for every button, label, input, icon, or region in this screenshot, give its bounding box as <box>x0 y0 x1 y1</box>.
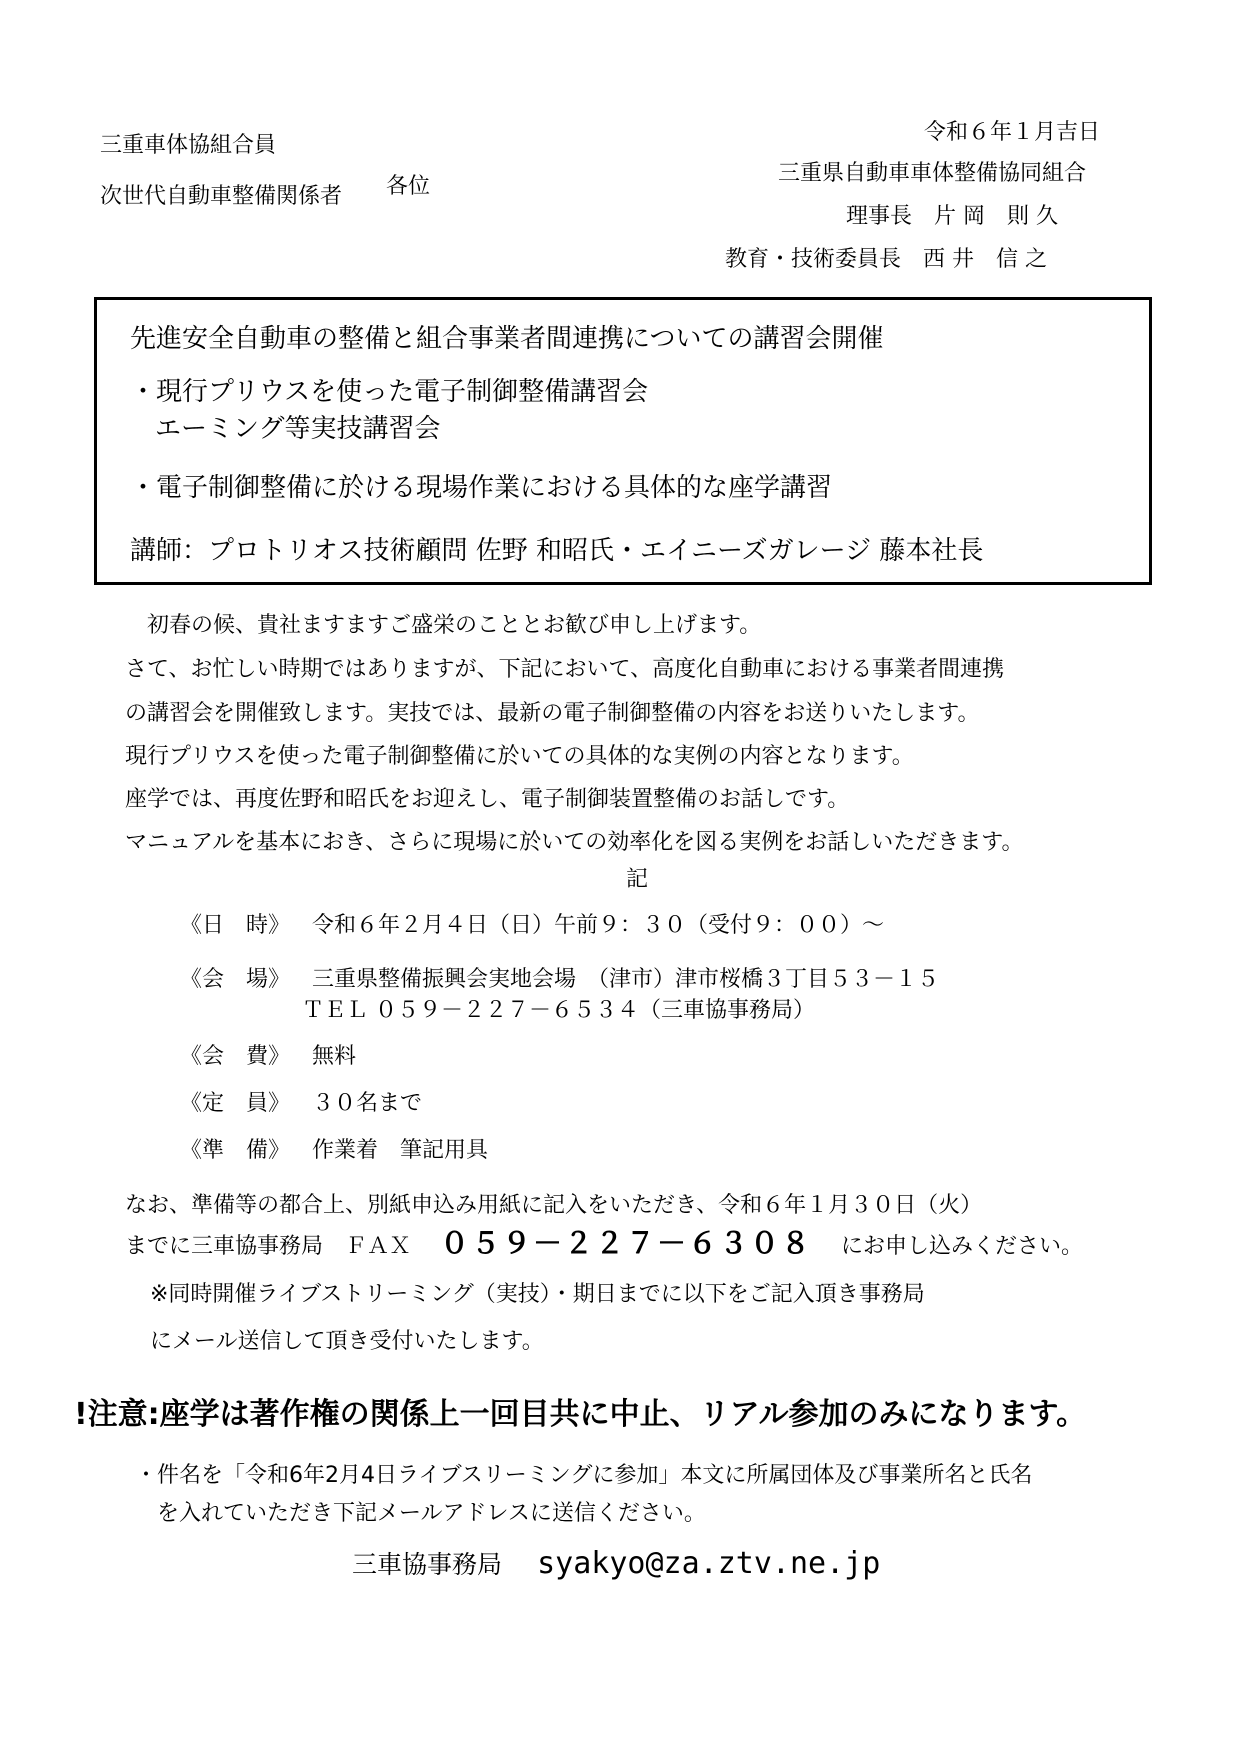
venue-value: 三重県整備振興会実地会場 （津市）津市桜橋３丁目５３－１５ <box>312 967 940 992</box>
application-line1: なお、準備等の都合上、別紙申込み用紙に記入をいただき、令和６年１月３０日（火） <box>125 1193 983 1218</box>
body-line: 初春の候、貴社ますますご盛栄のこととお歓び申し上げます。 <box>147 613 762 638</box>
detail-fee <box>180 1043 356 1071</box>
datetime-value: 令和６年２月４日（日）午前９：３０（受付９：００）～ <box>312 913 885 938</box>
datetime-label: 《日 時》 <box>180 913 291 938</box>
ki-heading: 記 <box>626 867 649 892</box>
venue-label: 《会 場》 <box>180 967 291 992</box>
venue-tel: ＴＥＬ ０５９－２２７－６５３４（三車協事務局） <box>302 998 815 1023</box>
application-line2 <box>125 1226 1084 1261</box>
event-item1-line2: エーミング等実技講習会 <box>155 414 441 444</box>
event-lecturer: 講師：プロトリオス技術顧問 佐野 和昭氏・エイニーズガレージ 藤本社長 <box>130 536 984 566</box>
body-line: さて、お忙しい時期ではありますが、下記において、高度化自動車における事業者間連携 <box>125 657 1005 682</box>
contact-line <box>352 1546 880 1581</box>
fee-label: 《会 費》 <box>180 1044 291 1069</box>
body-line: 現行プリウスを使った電子制御整備に於いての具体的な実例の内容となります。 <box>125 744 914 769</box>
event-item2: ・電子制御整備に於ける現場作業における具体的な座学講習 <box>130 473 833 503</box>
fee-value: 無料 <box>312 1044 357 1069</box>
contact-office: 三車協事務局 <box>352 1550 503 1579</box>
issue-date: 令和６年１月吉日 <box>924 120 1101 145</box>
addressee-line2: 次世代自動車整備関係者 <box>100 184 343 209</box>
body-line: マニュアルを基本におき、さらに現場に於いての効率化を図る実例をお話しいただきます。 <box>125 830 1024 855</box>
sender-chair: 理事長 片 岡 則 久 <box>846 204 1058 229</box>
fax-number: ０５９－２２７－６３０８ <box>440 1226 813 1260</box>
contact-email[interactable]: syakyo@za.ztv.ne.jp <box>537 1546 881 1581</box>
warning-notice: !注意:座学は著作権の関係上一回目共に中止、リアル参加のみになります。 <box>74 1397 1087 1432</box>
detail-capacity <box>180 1090 422 1118</box>
event-title: 先進安全自動車の整備と組合事業者間連携についての講習会開催 <box>130 324 884 354</box>
prep-label: 《準 備》 <box>180 1138 291 1163</box>
body-line: 座学では、再度佐野和昭氏をお迎えし、電子制御装置整備のお話しです。 <box>125 787 850 812</box>
addressee-line1: 三重車体協組合員 <box>100 133 277 158</box>
capacity-value: ３０名まで <box>312 1091 423 1116</box>
subject-note-line1: ・件名を「令和6年2月4日ライブスリーミングに参加」本文に所属団体及び事業所名と氏名 <box>135 1463 1033 1488</box>
sender-org: 三重県自動車車体整備協同組合 <box>778 161 1087 186</box>
stream-note-line2: にメール送信して頂き受付いたします。 <box>150 1329 544 1354</box>
capacity-label: 《定 員》 <box>180 1091 291 1116</box>
stream-note-line1: ※同時開催ライブストリーミング（実技）・期日までに以下をご記入頂き事務局 <box>150 1282 925 1307</box>
body-line: の講習会を開催致します。実技では、最新の電子制御整備の内容をお送りいたします。 <box>125 701 980 726</box>
event-item1-line1: ・現行プリウスを使った電子制御整備講習会 <box>130 377 649 407</box>
sender-committee: 教育・技術委員長 西 井 信 之 <box>725 247 1047 272</box>
subject-note-line2: を入れていただき下記メールアドレスに送信ください。 <box>157 1501 706 1526</box>
application-suffix: にお申し込みください。 <box>841 1234 1084 1259</box>
detail-venue <box>180 966 939 994</box>
application-prefix: までに三車協事務局 ＦＡＸ <box>125 1234 412 1259</box>
addressee-suffix: 各位 <box>386 174 431 199</box>
prep-value: 作業着 筆記用具 <box>312 1138 489 1163</box>
detail-prep <box>180 1137 488 1165</box>
detail-datetime <box>180 912 884 940</box>
